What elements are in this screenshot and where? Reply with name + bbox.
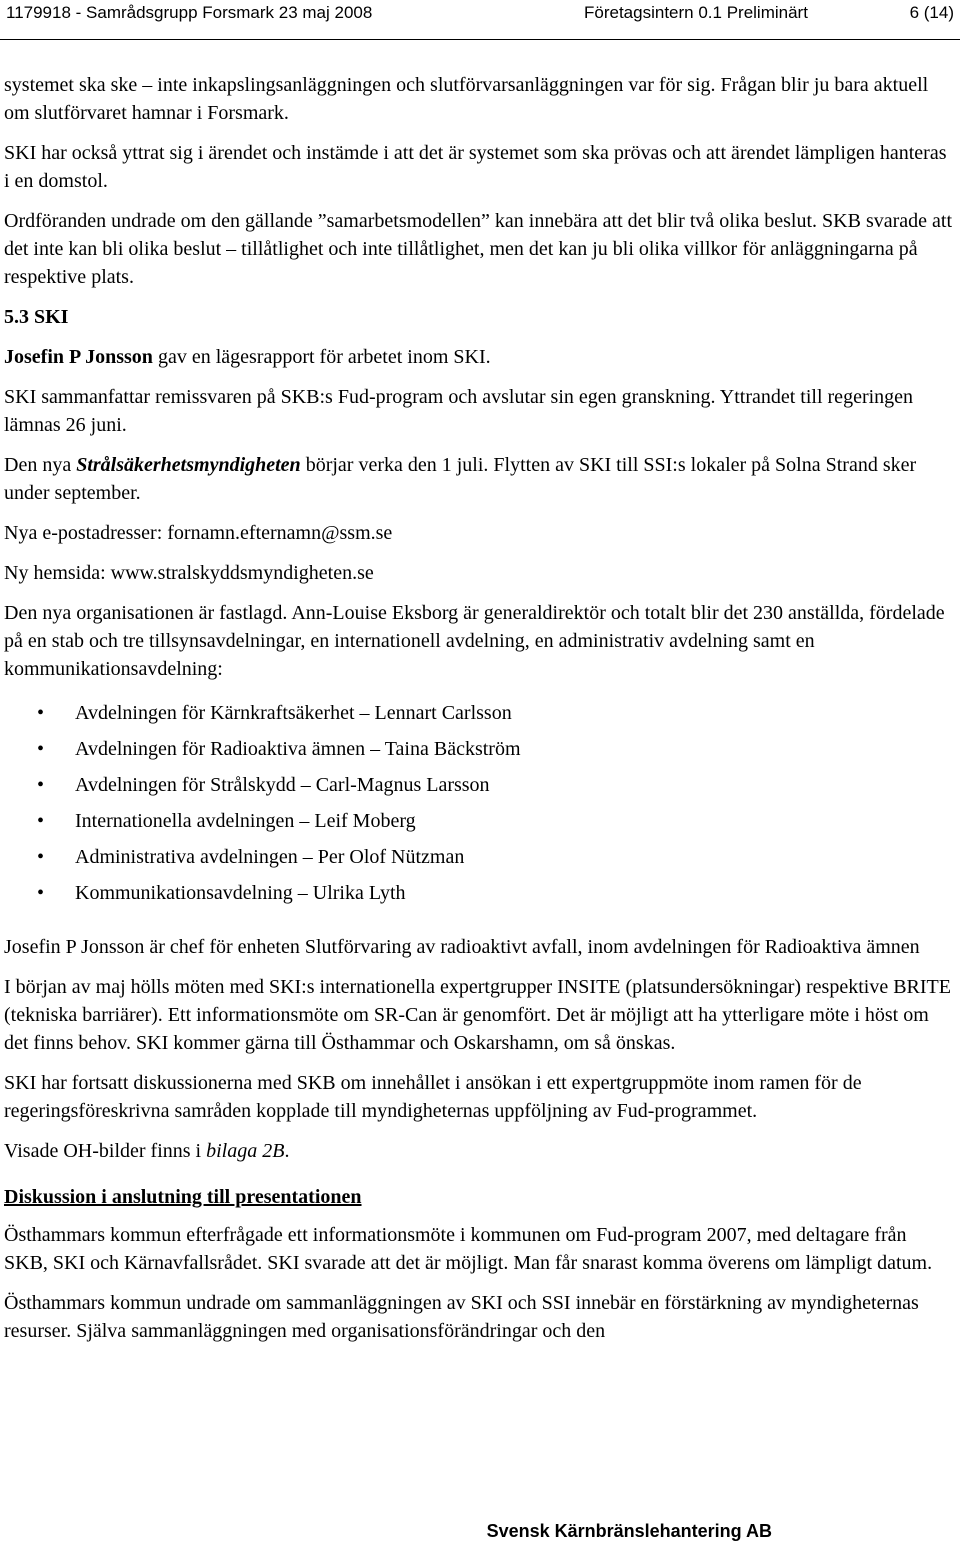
paragraph: SKI har fortsatt diskussionerna med SKB om innehållet i ansökan i ett expertgruppmöte inom ramen för de regeringsföreskrivna samråden kopplade till myndigheternas uppföljning av Fud-programmet. — [4, 1072, 862, 1122]
paragraph: Den nya organisationen är fastlagd. Ann-Louise Eksborg är generaldirektör och totalt blir det 230 anställda, fördelade på en stab och tre tillsynsavdelningar, en internationell avdelning, en administrativ avdelning samt en kommunikationsavdelning: — [4, 602, 945, 680]
list-item — [4, 731, 954, 767]
paragraph — [4, 1137, 954, 1165]
header-page-number: 6 (14) — [909, 3, 954, 22]
paragraph-text: börjar verka den 1 juli. Flytten av SKI till SSI:s lokaler på Solna Strand sker under september. — [4, 454, 917, 504]
paragraph: SKI sammanfattar remissvaren på SKB:s Fud-program och avslutar sin egen granskning. Yttrandet till regeringen lämnas 26 juni. — [4, 386, 914, 436]
paragraph: Östhammars kommun undrade om sammanläggningen av SKI och SSI innebär en förstärkning av myndigheternas resurser. Själva sammanläggningen med organisationsförändringar och den — [4, 1292, 919, 1342]
page-footer: Svensk Kärnbränslehantering AB — [486, 1521, 772, 1541]
department-name: Internationella avdelningen – Leif Moberg — [75, 810, 416, 832]
speaker-name: Josefin P Jonsson — [4, 346, 153, 368]
paragraph — [4, 451, 954, 507]
paragraph: SKI har också yttrat sig i ärendet och instämde i att det är systemet som ska prövas och att ärendet lämpligen hanteras i en domstol. — [4, 142, 947, 192]
agency-name: Strålsäkerhetsmyndigheten — [76, 454, 301, 476]
bullet-icon: • — [37, 738, 45, 760]
list-item — [4, 695, 954, 731]
email-info: Nya e-postadresser: fornamn.efternamn@ssm.se — [4, 522, 393, 544]
paragraph-text: gav en lägesrapport för arbetet inom SKI. — [152, 346, 491, 368]
page-header — [6, 0, 954, 30]
department-name: Kommunikationsavdelning – Ulrika Lyth — [75, 882, 406, 904]
bullet-icon: • — [37, 774, 45, 796]
bullet-icon: • — [37, 846, 45, 868]
list-item — [4, 839, 954, 875]
bullet-icon: • — [37, 702, 45, 724]
paragraph: Östhammars kommun efterfrågade ett informationsmöte i kommunen om Fud-program 2007, med deltagare från SKB, SKI och Kärnavfallsrådet. SKI svarade att det är möjligt. Man får snarast komma överens om lämpligt datum. — [4, 1224, 933, 1274]
list-item — [4, 803, 954, 839]
header-divider — [0, 39, 960, 40]
discussion-heading: Diskussion i anslutning till presentationen — [4, 1186, 362, 1208]
paragraph: I början av maj hölls möten med SKI:s internationella expertgrupper INSITE (platsundersökningar) respektive BRITE (tekniska barriärer). Ett informationsmöte om SR-Can är genomfört. Det är möjligt att ha ytterligare möte i höst om det finns behov. SKI kommer gärna till Östhammar och Oskarshamn, om så önskas. — [4, 976, 951, 1054]
paragraph — [4, 343, 954, 371]
paragraph: Ordföranden undrade om den gällande ”samarbetsmodellen” kan innebära att det blir två olika beslut. SKB svarade att det inte kan bli olika beslut – tillåtlighet och inte tillåtlighet, men det kan ju bli olika villkor för anläggningarna på respektive plats. — [4, 210, 953, 288]
paragraph-text: Visade OH-bilder finns i — [4, 1140, 207, 1162]
section-heading: 5.3 SKI — [4, 306, 69, 328]
bullet-icon: • — [37, 810, 45, 832]
paragraph-text: . — [284, 1140, 290, 1162]
paragraph: Josefin P Jonsson är chef för enheten Slutförvaring av radioaktivt avfall, inom avdelningen för Radioaktiva ämnen — [4, 936, 920, 958]
department-name: Administrativa avdelningen – Per Olof Nützman — [75, 846, 465, 868]
department-name: Avdelningen för Radioaktiva ämnen – Taina Bäckström — [75, 738, 521, 760]
header-classification: Företagsintern 0.1 Preliminärt — [584, 3, 808, 22]
paragraph: systemet ska ske – inte inkapslingsanläggningen och slutförvarsanläggningen var för sig. Frågan blir ju bara aktuell om slutförvaret hamnar i Forsmark. — [4, 74, 929, 124]
paragraph-text: Den nya — [4, 454, 77, 476]
list-item — [4, 767, 954, 803]
department-name: Avdelningen för Strålskydd – Carl-Magnus Larsson — [75, 774, 490, 796]
website-info: Ny hemsida: www.stralskyddsmyndigheten.se — [4, 562, 374, 584]
department-list — [4, 695, 954, 911]
appendix-reference: bilaga 2B — [206, 1140, 285, 1162]
header-document-id: 1179918 - Samrådsgrupp Forsmark 23 maj 2008 — [6, 3, 373, 22]
department-name: Avdelningen för Kärnkraftsäkerhet – Lennart Carlsson — [75, 702, 512, 724]
list-item — [4, 875, 954, 911]
bullet-icon: • — [37, 882, 45, 904]
document-body — [4, 71, 954, 1357]
